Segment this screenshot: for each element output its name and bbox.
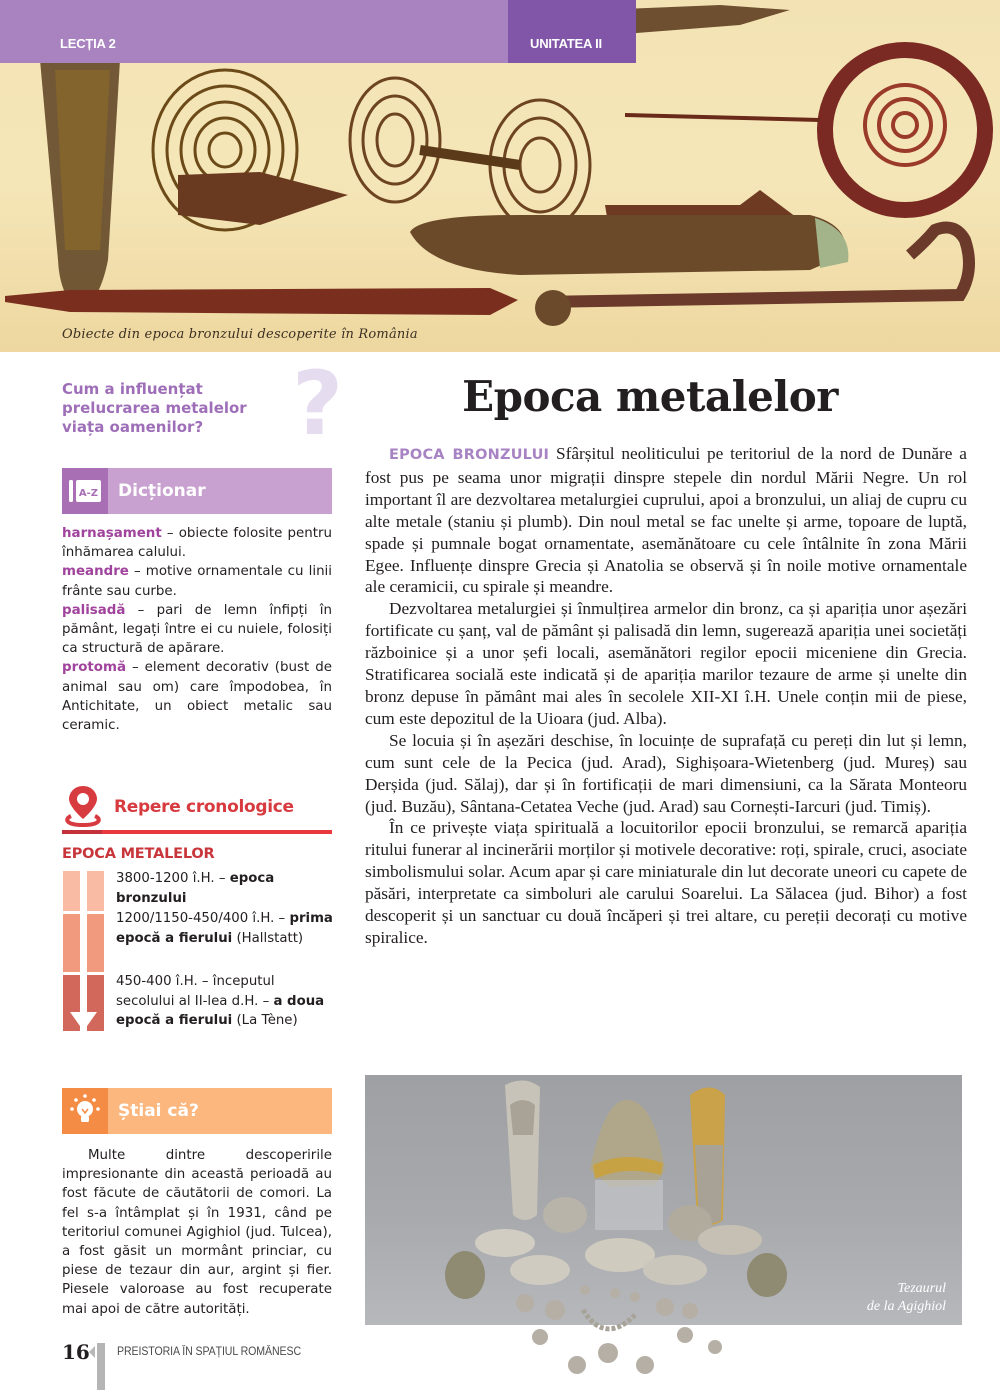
dictionary-definition: – motive ornamentale cu linii frânte sau curbe. bbox=[62, 564, 332, 599]
page-title: Epoca metalelor bbox=[462, 372, 838, 421]
photo-caption-line: de la Agighiol bbox=[866, 1299, 946, 1314]
timeline-segment bbox=[87, 914, 104, 972]
arrow-down-icon bbox=[63, 1010, 104, 1032]
unit-tab bbox=[508, 0, 636, 63]
dictionary-term: protomă bbox=[62, 660, 126, 676]
photo-caption-line: Tezaurul bbox=[897, 1281, 946, 1296]
dictionary-term: palisadă bbox=[62, 602, 126, 618]
dictionary-title: Dicționar bbox=[118, 481, 206, 501]
chronology-header bbox=[62, 785, 332, 829]
dictionary-entry bbox=[62, 601, 332, 659]
timeline-segment bbox=[63, 871, 80, 911]
arrow-left-icon bbox=[89, 1346, 95, 1358]
article-paragraph: Se locuia și în așezări deschise, în locuințe de suprafață cu pereți din lut și lemn, cum sunt cele de la Pecica (jud. Arad), Sighișoara-Wietenberg (jud. Mureș) sau Derșida (jud. Sălaj), dar și în fortificații de mari dimensiuni, ca la Sărata Monteoru (jud. Buzău), Sântana-Cetatea Veche (jud. Arad) sau Cornești-Iarcuri (jud. Timiș). bbox=[365, 730, 967, 816]
timeline-extra: (Hallstatt) bbox=[232, 930, 304, 946]
timeline-dates: 3800-1200 î.H. – bbox=[116, 871, 230, 886]
timeline-segment bbox=[87, 871, 104, 911]
chronology-era: EPOCA METALELOR bbox=[62, 846, 215, 862]
book-title: PREISTORIA ÎN SPAȚIUL ROMÂNESC bbox=[117, 1346, 301, 1358]
dictionary-entry bbox=[62, 562, 332, 600]
tip-text: Multe dintre descoperirile impresionante din această perioadă au fost făcute de căutătorii de comori. La fel s-a întâmplat și în 1931, când pe teritoriul comunei Agighiol (jud. Tulcea), a fost găsit un mormânt princiar, cu piese de tezaur din aur, argint și fier. Piesele valoroase au fost recuperate mai apoi de către autorități. bbox=[62, 1148, 332, 1317]
timeline-segment bbox=[63, 914, 80, 972]
dictionary-definition: – element decorativ (bust de animal sau om) care împodobea, în Antichitate, un obiect metalic sau ceramic. bbox=[62, 660, 332, 734]
footer-marker bbox=[97, 1343, 105, 1390]
timeline-period: a doua epocă a fierului bbox=[116, 993, 325, 1028]
a-z-icon-label: A-Z bbox=[78, 488, 99, 499]
article-paragraph: Dezvoltarea metalurgiei și înmulțirea armelor din bronz, ca și apariția unor așezări fortificate cu șanț, val de pământ și palisadă din lemn, sugerează apariția unei societăți războinice și a unor șefi locali, asemănători regilor epocii miceniene din Grecia. Stratificarea socială este indicată și de apariția marilor tezaure de arme și unelte din bronz depuse în pământ mai ales în secolele XII-XI î.H. Unele conțin mii de piese, cum este depozitul de la Uioara (jud. Alba). bbox=[365, 599, 967, 728]
timeline-period: epoca bronzului bbox=[116, 871, 275, 906]
dictionary-term: harnașament bbox=[62, 526, 162, 541]
chronology-divider bbox=[62, 830, 332, 834]
tip-title: Știai că? bbox=[118, 1101, 199, 1121]
agighiol-treasure-photo bbox=[365, 1075, 962, 1325]
page-number: 16 bbox=[62, 1340, 90, 1364]
timeline-period: prima epocă a fierului bbox=[116, 911, 333, 946]
unit-label: UNITATEA II bbox=[530, 36, 602, 51]
article-paragraph bbox=[365, 443, 967, 598]
dictionary-definition: – pari de lemn înfipți în pământ, legați între ei cu nuiele, folosiți ca structură de apărare. bbox=[62, 602, 332, 657]
question-mark-icon: ? bbox=[292, 352, 344, 455]
dictionary-entry bbox=[62, 658, 332, 735]
timeline-item bbox=[116, 909, 336, 948]
section-lead-in: EPOCA BRONZULUI bbox=[389, 447, 550, 463]
timeline-item bbox=[116, 972, 336, 1031]
location-pin-icon bbox=[62, 783, 104, 831]
dictionary-entries bbox=[62, 524, 332, 735]
photo-caption bbox=[867, 1280, 946, 1316]
dictionary-definition: – obiecte folosite pentru înhămarea calului. bbox=[62, 526, 332, 561]
article-paragraph: În ce privește viața spirituală a locuitorilor epocii bronzului, se remarcă apariția ritului funerar al incinerării morților și motivele decorative: roți, spirale, cruci, asociate simbolismului solar. Acum apar și care miniaturale din lut decorate uneori cu capete de păsări, interpretate ca simboluri ale carului Soarelui. La Sălacea (jud. Bihor) a fost descoperit și un sanctuar cu două încăperi și trei altare, cu pereții decorați cu motive spiralice. bbox=[365, 818, 967, 947]
timeline-extra: (La Tène) bbox=[232, 1013, 298, 1028]
timeline-dates: 1200/1150-450/400 î.H. – bbox=[116, 911, 290, 926]
lesson-label: LECȚIA 2 bbox=[60, 36, 116, 51]
dictionary-entry bbox=[62, 524, 332, 562]
timeline-item bbox=[116, 869, 336, 908]
chronology-title: Repere cronologice bbox=[114, 797, 294, 817]
article-body bbox=[365, 443, 967, 949]
treasure-illustration bbox=[365, 1075, 962, 1390]
lightbulb-icon bbox=[62, 1088, 108, 1134]
paragraph-text: Sfârșitul neoliticului pe teritoriul de la nord de Dunăre a fost pus pe seama unor migrații dinspre stepele din nordul Mării Negre. Un rol important îl are dezvoltarea metalurgiei cuprului, apoi a bronzului, un aliaj de cupru cu alte metale (staniu și plumb). Din noul metal se fac unelte și arme, topoare de luptă, spade și pumnale bogat ornamentate, asemănătoare cu cele întâlnite în zona Mării Egee. Influențe dinspre Grecia și Anatolia se observă și în noile motive ornamentale ale ceramicii, cu spirale și meandre. bbox=[365, 444, 967, 597]
a-z-icon bbox=[62, 468, 108, 514]
guiding-question: Cum a influențat prelucrarea metalelor viața oamenilor? bbox=[62, 380, 247, 436]
dictionary-term: meandre bbox=[62, 564, 129, 580]
tip-header bbox=[62, 1088, 332, 1134]
dictionary-header bbox=[62, 468, 332, 514]
timeline-dates: 450-400 î.H. – începutul secolului al II-lea d.H. – bbox=[116, 974, 275, 1009]
hero-caption: Obiecte din epoca bronzului descoperite în România bbox=[62, 327, 418, 342]
